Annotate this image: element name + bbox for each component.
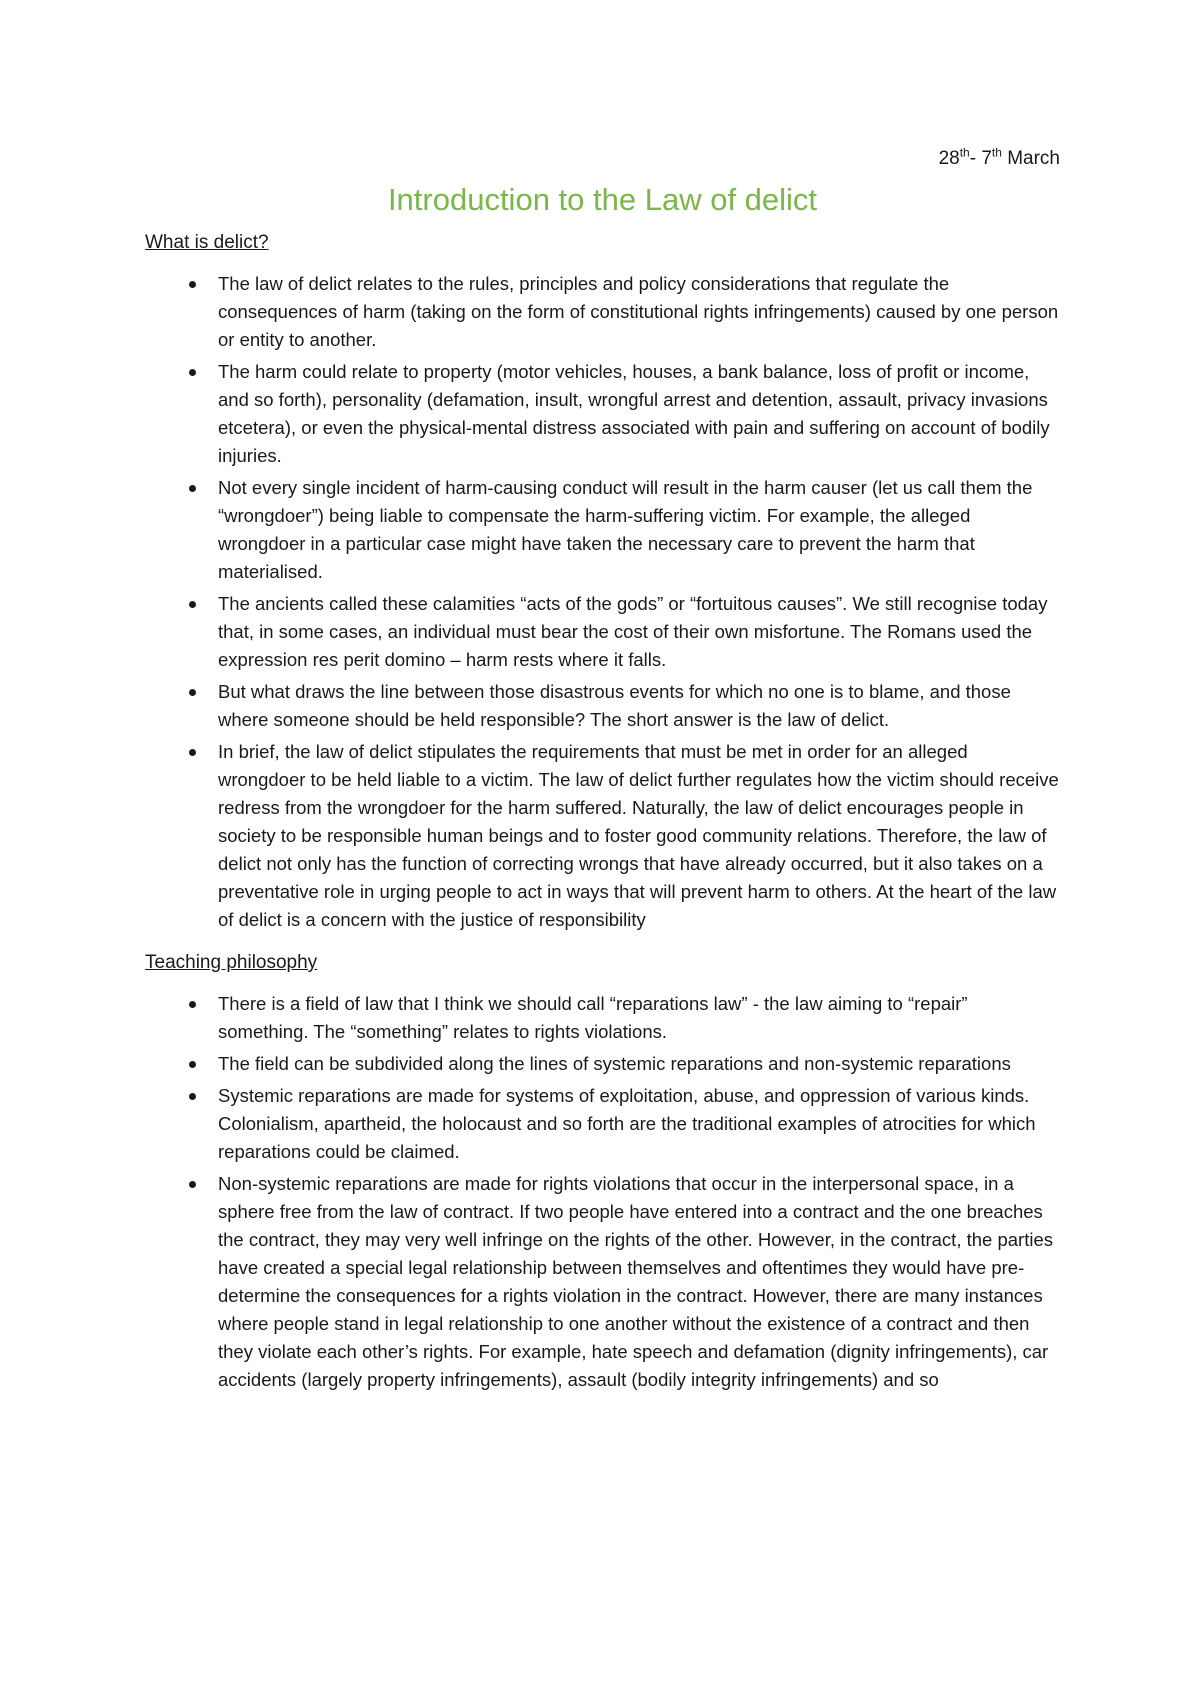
section-heading: Teaching philosophy (145, 952, 318, 973)
bullet-item (145, 358, 1060, 470)
bullet-text: The field can be subdivided along the lines of systemic reparations and non-systemic reparations (218, 1053, 1011, 1074)
bullet-item (145, 678, 1060, 734)
date-line (145, 146, 1060, 172)
bullet-icon (189, 1001, 196, 1008)
section-what-is-delict (145, 230, 1060, 934)
document-title: Introduction to the Law of delict (387, 182, 818, 217)
bullet-text: In brief, the law of delict stipulates the requirements that must be met in order for an alleged wrongdoer to be held liable to a victim. The law of delict further regulates how the victim should receive redress from the wrongdoer for the harm suffered. Naturally, the law of delict encourages people in society to be responsible human beings and to foster good community relations. Therefore, the law of delict not only has the function of correcting wrongs that have already occurred, but it also takes on a preventative role in urging people to act in ways that will prevent harm to others. At the heart of the law of delict is a concern with the justice of responsibility (218, 741, 1059, 930)
bullet-text: Systemic reparations are made for systems of exploitation, abuse, and oppression of various kinds. Colonialism, apartheid, the holocaust and so forth are the traditional examples of atrocities for which reparations could be claimed. (218, 1085, 1036, 1162)
bullet-icon (189, 1181, 196, 1188)
bullet-icon (189, 1093, 196, 1100)
section-heading: What is delict? (145, 232, 269, 253)
bullet-item (145, 738, 1060, 934)
date-start: 28 (938, 148, 960, 169)
bullet-item (145, 1170, 1060, 1394)
bullet-icon (189, 281, 196, 288)
bullet-text: There is a field of law that I think we should call “reparations law” - the law aiming to “repair” something. The “something” relates to rights violations. (218, 993, 968, 1042)
bullet-item (145, 270, 1060, 354)
bullet-item (145, 474, 1060, 586)
date-separator: - 7 (969, 148, 992, 169)
bullet-text: The harm could relate to property (motor vehicles, houses, a bank balance, loss of profit or income, and so forth), personality (defamation, insult, wrongful arrest and detention, assault, privacy invasions etcetera), or even the physical-mental distress associated with pain and suffering on account of bodily injuries. (218, 361, 1050, 466)
date-month: March (1001, 148, 1060, 169)
bullet-icon (189, 369, 196, 376)
date-end-suffix: th (991, 145, 1002, 160)
bullet-icon (189, 1061, 196, 1068)
bullet-item (145, 590, 1060, 674)
bullet-icon (189, 689, 196, 696)
bullet-icon (189, 601, 196, 608)
bullet-icon (189, 749, 196, 756)
bullet-text: The law of delict relates to the rules, principles and policy considerations that regulate the consequences of harm (taking on the form of constitutional rights infringements) caused by one person or entity to another. (218, 273, 1059, 350)
bullet-text: The ancients called these calamities “acts of the gods” or “fortuitous causes”. We still recognise today that, in some cases, an individual must bear the cost of their own misfortune. The Romans used the expression res perit domino – harm rests where it falls. (218, 593, 1048, 670)
bullet-item (145, 1082, 1060, 1166)
bullet-list (145, 990, 1060, 1394)
date-start-suffix: th (959, 145, 970, 160)
bullet-text: But what draws the line between those disastrous events for which no one is to blame, and those where someone should be held responsible? The short answer is the law of delict. (218, 681, 1011, 730)
bullet-text: Not every single incident of harm-causing conduct will result in the harm causer (let us call them the “wrongdoer”) being liable to compensate the harm-suffering victim. For example, the alleged wrongdoer in a particular case might have taken the necessary care to prevent the harm that materialised. (218, 477, 1033, 582)
section-teaching-philosophy (145, 950, 1060, 1394)
bullet-text: Non-systemic reparations are made for rights violations that occur in the interpersonal space, in a sphere free from the law of contract. If two people have entered into a contract and the one breaches the contract, they may very well infringe on the rights of the other. However, in the contract, the parties have created a special legal relationship between themselves and oftentimes they would have pre-determine the consequences for a rights violation in the contract. However, there are many instances where people stand in legal relationship to one another without the existence of a contract and then they violate each other’s rights. For example, hate speech and defamation (dignity infringements), car accidents (largely property infringements), assault (bodily integrity infringements) and so (218, 1173, 1053, 1390)
bullet-item (145, 1050, 1060, 1078)
bullet-icon (189, 485, 196, 492)
bullet-list (145, 270, 1060, 934)
bullet-item (145, 990, 1060, 1046)
